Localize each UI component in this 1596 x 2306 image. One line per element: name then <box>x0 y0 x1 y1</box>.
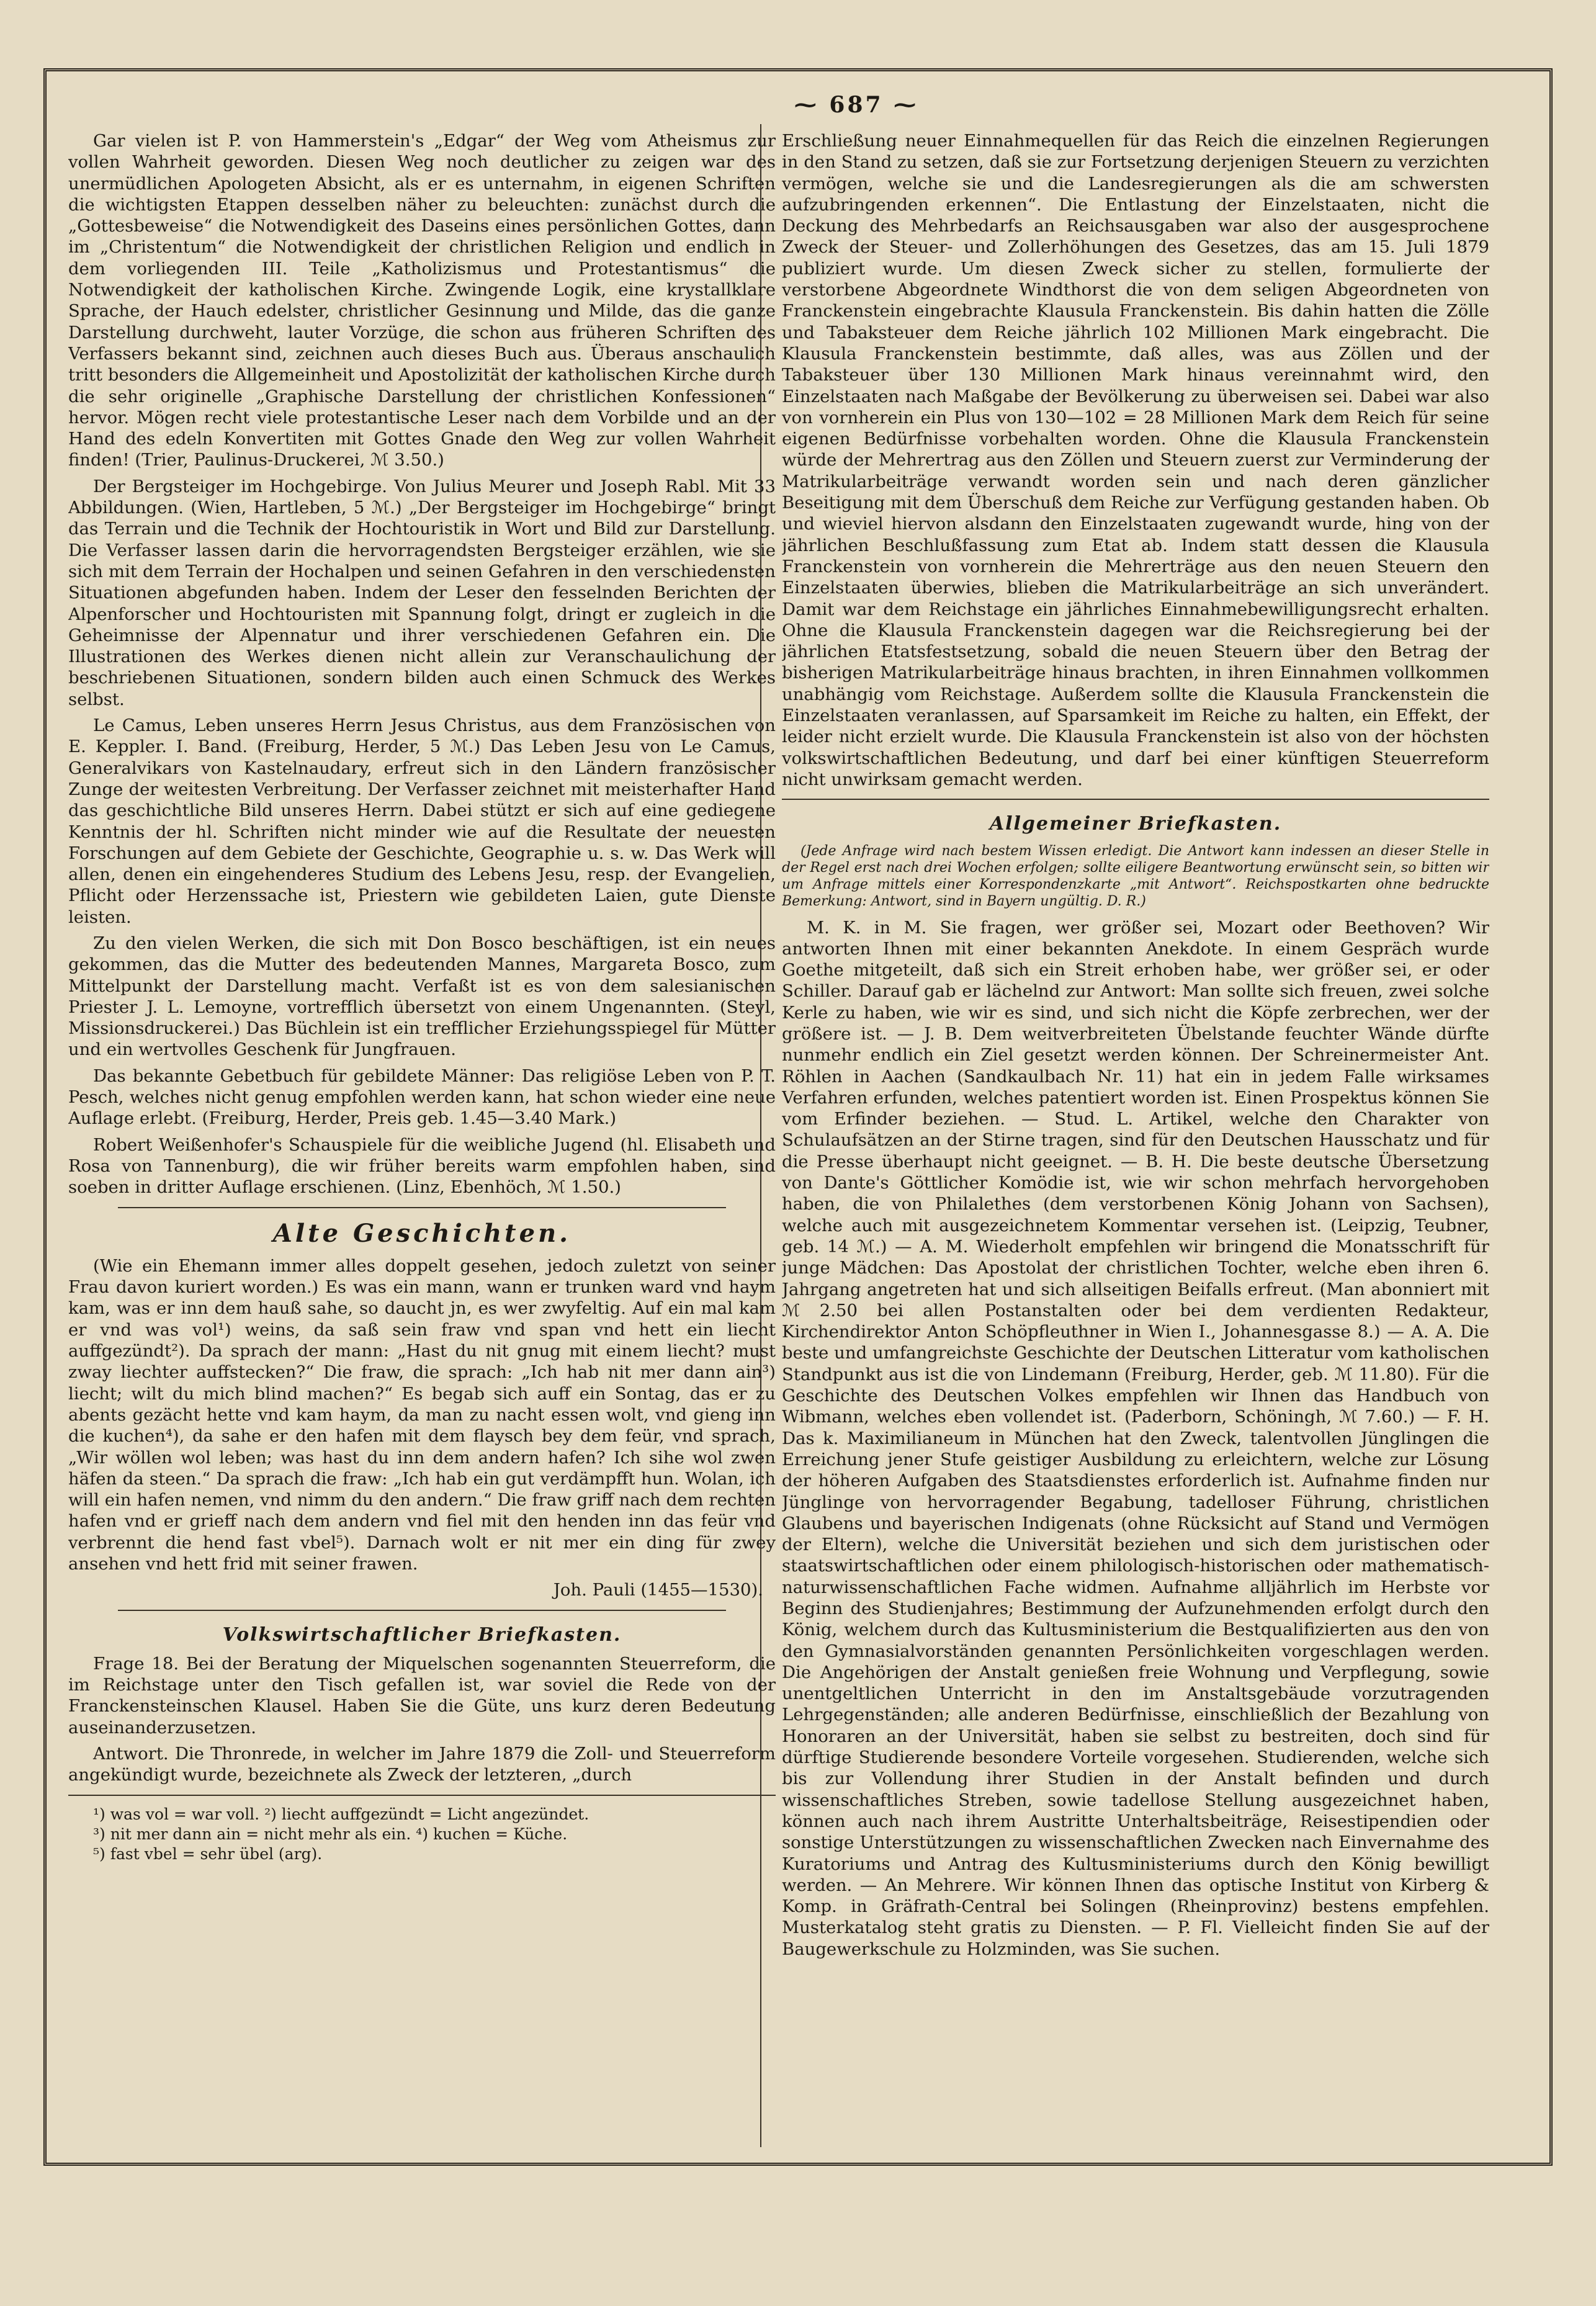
heading-alte-geschichten: Alte Geschichten. <box>272 1218 572 1248</box>
review-don-bosco: Zu den vielen Werken, die sich mit Don Bosco beschäftigen, ist ein neues gekommen, das die Mutter des bedeutenden Mannes, Margareta Bosco, zum Mittelpunkt der Darstellung macht. Verfaßt ist es von dem salesianischen Priester J. L. Lemoyne, vortrefflich übersetzt von einem Ungenannten. (Steyl, Missionsdruckerei.) Das Büchlein ist ein trefflicher Erziehungsspiegel für Mütter und ein wertvolles Geschenk für Jungfrauen. <box>68 933 776 1060</box>
footnote: ³) nit mer dann ain = nicht mehr als ein. ⁴) kuchen = Küche. <box>93 1824 568 1843</box>
review-le-camus: Le Camus, Leben unseres Herrn Jesus Christus, aus dem Französischen von E. Keppler. I. Band. (Freiburg, Herder, 5 ℳ.) Das Leben Jesu von Le Camus, Generalvikars von Kastelnaudary, erfreut sich in den Ländern französischer Zunge der weitesten Verbreitung. Der Verfasser zeichnet mit meisterhafter Hand das geschichtliche Bild unseres Herrn. Dabei stützt er sich auf eine gediegene Kenntnis der hl. Schriften nicht minder wie auf die Resultate der neuesten Forschungen auf dem Gebiete der Geschichte, Geographie u. s. w. Das Werk will allen, denen ein eingehenderes Studium des Lebens Jesu, resp. der Evangelien, Pflicht oder Herzenssache ist, Priestern wie gebildeten Laien, gute Dienste leisten. <box>68 716 776 927</box>
footnote: ¹) was vol = war voll. ²) liecht auffgezündt = Licht angezündet. <box>93 1805 590 1823</box>
review-gebetbuch: Das bekannte Gebetbuch für gebildete Männer: Das religiöse Leben von P. T. Pesch, welches nicht genug empfohlen werden kann, hat schon wieder eine neue Auflage erlebt. (Freiburg, Herder, Preis geb. 1.45—3.40 Mark.) <box>68 1066 776 1129</box>
review-hammerstein: Gar vielen ist P. von Hammerstein's „Edgar“ der Weg vom Atheismus zur vollen Wahrheit geworden. Diesen Weg noch deutlicher zu zeigen war des unermüdlichen Apologeten Absicht, als er es unternahm, in eigenen Schriften die wichtigsten Etappen desselben näher zu beleuchten: zunächst durch die „Gottesbeweise“ die Notwendigkeit des Daseins eines persönlichen Gottes, dann im „Christentum“ die Notwendigkeit der christlichen Religion und endlich in dem vorliegenden III. Teile „Katholizismus und Protestantismus“ die Notwendigkeit der katholischen Kirche. Zwingende Logik, eine krystallklare Sprache, der Hauch edelster, christlicher Gesinnung und Milde, das die ganze Darstellung durchweht, lauter Vorzüge, die schon aus früheren Schriften des Verfassers bekannt sind, zeichnen auch dieses Buch aus. Überaus anschaulich tritt besonders die Allgemeinheit und Apostolizität der katholischen Kirche durch die sehr originelle „Graphische Darstellung der christlichen Konfessionen“ hervor. Mögen recht viele protestantische Leser nach dem Vorbilde und an der Hand des edeln Konvertiten mit Gottes Gnade den Weg zur vollen Wahrheit finden! (Trier, Paulinus-Druckerei, ℳ 3.50.) <box>68 131 776 470</box>
review-weissenhofer: Robert Weißenhofer's Schauspiele für die weibliche Jugend (hl. Elisabeth und Rosa von Tannenburg), die wir früher bereits warm empfohlen haben, sind soeben in dritter Auflage erschienen. (Linz, Ebenhöch, ℳ 1.50.) <box>68 1134 776 1198</box>
editorial-notice: (Jede Anfrage wird nach bestem Wissen erledigt. Die Antwort kann indessen an dieser Stelle in der Regel erst nach drei Wochen erfolgen; sollte eiligere Beantwortung erwünscht sein, so bitten wir um Anfrage mittels einer Korrespondenzkarte „mit Antwort“. Reichspostkarten ohne bedruckte Bemerkung: Antwort, sind in Bayern ungültig. D. R.) <box>782 843 1489 909</box>
section-rule <box>782 799 1489 800</box>
answer-continued: Erschließung neuer Einnahmequellen für das Reich die einzelnen Regierungen in den Stand zu setzen, daß sie zur Fortsetzung derjenigen Steuern zu verzichten vermögen, welche sie und die Landesregierungen als die am schwersten aufzubringenden erkennen“. Die Entlastung der Einzelstaaten, nicht die Deckung des Mehrbedarfs an Reichsausgaben war also der ausgesprochene Zweck der Steuer- und Zollerhöhungen des Gesetzes, das am 15. Juli 1879 publiziert wurde. Um diesen Zweck sicher zu stellen, formulierte der verstorbene Abgeordnete Windthorst die von dem seligen Abgeordneten von Franckenstein eingebrachte Klausula Franckenstein. Bis dahin hatten die Zölle und Tabaksteuer dem Reiche jährlich 102 Millionen Mark eingebracht. Die Klausula Franckenstein bestimmte, daß alles, was aus Zöllen und der Tabaksteuer über 130 Millionen Mark hinaus vereinnahmt wird, den Einzelstaaten nach Maßgabe der Bevölkerung zu überweisen sei. Dabei war also von vornherein ein Plus von 130—102 = 28 Millionen Mark dem Reich für seine eigenen Bedürfnisse vorbehalten worden. Ohne die Klausula Franckenstein würde der Mehrertrag aus den Zöllen und Steuern zuerst zur Verminderung der Matrikularbeiträge verwandt worden sein und nach deren gänzlicher Beseitigung mit dem Überschuß dem Reiche zur Verfügung gestanden haben. Ob und wieviel hiervon alsdann den Einzelstaaten zugewandt wurde, hing von der jährlichen Beschlußfassung zum Etat ab. Indem statt dessen die Klausula Franckenstein von vornherein die Mehrerträge aus den neuen Steuern den Einzelstaaten überwies, blieben die Matrikularbeiträge an sich unverändert. Damit war dem Reichstage ein jährliches Einnahmebewilligungsrecht erhalten. Ohne die Klausula Franckenstein dagegen war die Reichsregierung bei der jährlichen Etatsfestsetzung, sobald die neuen Steuern über den Betrag der bisherigen Matrikularbeiträge hinaus brachten, in ihren Einnahmen vollkommen unabhängig vom Reichstage. Außerdem sollte die Klausula Franckenstein die Einzelstaaten veranlassen, auf Sparsamkeit im Reiche zu halten, ein Effekt, der leider nicht erzielt wurde. Die Klausula Franckenstein ist also von der höchsten volkswirtschaftlichen Bedeutung, und darf bei einer künftigen Steuerreform nicht unwirksam gemacht werden. <box>782 131 1489 789</box>
story-signature: Joh. Pauli (1455—1530). <box>553 1580 763 1600</box>
section-rule <box>118 1207 726 1208</box>
footnote: ⁵) fast vbel = sehr übel (arg). <box>93 1844 323 1863</box>
heading-allgemeiner-briefkasten: Allgemeiner Briefkasten. <box>989 813 1282 835</box>
heading-volkswirtschaftlicher-briefkasten: Volkswirtschaftlicher Briefkasten. <box>222 1623 622 1646</box>
footnote-rule <box>68 1795 776 1796</box>
right-column <box>782 130 1489 2135</box>
footnotes <box>68 1805 776 1864</box>
review-bergsteiger: Der Bergsteiger im Hochgebirge. Von Julius Meurer und Joseph Rabl. Mit 33 Abbildungen. (Wien, Hartleben, 5 ℳ.) „Der Bergsteiger im Hochgebirge“ bringt das Terrain und die Technik der Hochtouristik in Wort und Bild zur Darstellung. Die Verfasser lassen darin die hervorragendsten Bergsteiger erzählen, wie sie sich mit dem Terrain der Hochalpen und seinen Gefahren in den verschiedensten Situationen abgefunden haben. Indem der Leser den fesselnden Berichten der Alpenforscher und Hochtouristen mit Spannung folgt, dringt er zugleich in die Geheimnisse der Alpennatur und ihrer verschiedenen Gefahren ein. Die Illustrationen des Werkes dienen nicht allein zur Veranschaulichung der beschriebenen Situationen, sondern bilden auch einen Schmuck des Werkes selbst. <box>68 476 776 709</box>
page-number: ⁓ 687 ⁓ <box>794 92 919 118</box>
left-column <box>68 130 776 2135</box>
section-rule <box>118 1610 726 1611</box>
question-18: Frage 18. Bei der Beratung der Miquelschen sogenannten Steuerreform, die im Reichstage unter den Tisch gefallen ist, war soviel die Rede von der Franckensteinschen Klausel. Haben Sie die Güte, uns kurz deren Bedeutung auseinanderzusetzen. <box>68 1653 776 1738</box>
answer-start: Antwort. Die Thronrede, in welcher im Jahre 1879 die Zoll- und Steuerreform angekündigt wurde, bezeichnete als Zweck der letzteren, „durch <box>68 1744 776 1785</box>
story-text: (Wie ein Ehemann immer alles doppelt gesehen, jedoch zuletzt von seiner Frau davon kuriert worden.) Es was ein mann, wann er trunken ward vnd haym kam, was er inn dem hauß sahe, so daucht jn, es wer zwyfeltig. Auf ein mal kam er vnd was vol¹) weins, da saß sein fraw vnd span vnd hett ein liecht auffgezündt²). Da sprach der mann: „Hast du nit gnug mit einem liecht? must zway liechter auffstecken?“ Die fraw, die sprach: „Ich hab nit mer dann ain³) liecht; wilt du mich blind machen?“ Es begab sich auff ein Sontag, das er zu abents gezächt hette vnd kam haym, da man zu nacht essen wolt, vnd gieng inn die kuchen⁴), da sahe er den hafen mit dem flaysch bey dem feür, vnd sprach, „Wir wöllen wol leben; was hast du inn dem andern hafen? Ich sihe wol zwen häfen da steen.“ Da sprach die fraw: „Ich hab ein gut verdämpfft hun. Wolan, ich will ein hafen nemen, vnd nimm du den andern.“ Die fraw griff nach dem rechten hafen vnd er grieff nach dem andern vnd fiel mit den henden inn das feür vnd verbrennt die hend fast vbel⁵). Darnach wolt er nit mer ein ding für zwey ansehen vnd hett frid mit seiner frawen. <box>68 1255 776 1574</box>
letters-answers: M. K. in M. Sie fragen, wer größer sei, Mozart oder Beethoven? Wir antworten Ihnen mit einer bekannten Anekdote. In einem Gespräch wurde Goethe mitgeteilt, daß sich ein Streit erhoben habe, wer größer sei, er oder Schiller. Darauf gab er lächelnd zur Antwort: Man sollte sich freuen, zwei solche Kerle zu haben, wie wir es sind, und sich nicht die Köpfe zerbrechen, wer der größere ist. — J. B. Dem weitverbreiteten Übelstande feuchter Wände dürfte nunmehr endlich ein Ziel gesetzt werden können. Der Schreinermeister Ant. Röhlen in Aachen (Sandkaulbach Nr. 11) hat ein in jedem Falle wirksames Verfahren erfunden, welches patentiert worden ist. Einen Prospektus können Sie vom Erfinder beziehen. — Stud. L. Artikel, welche den Charakter von Schulaufsätzen an der Stirne tragen, sind für den Deutschen Hausschatz und für die Presse überhaupt nicht geeignet. — B. H. Die beste deutsche Übersetzung von Dante's Göttlicher Komödie ist, wie wir schon mehrfach hervorgehoben haben, die von Philalethes (dem verstorbenen König Johann von Sachsen), welche auch mit ausgezeichnetem Kommentar versehen ist. (Leipzig, Teubner, geb. 14 ℳ.) — A. M. Wiederholt empfehlen wir bringend die Monatsschrift für junge Mädchen: Das Apostolat der christlichen Tochter, welche eben ihren 6. Jahrgang angetreten hat und sich allseitigen Beifalls erfreut. (Man abonniert mit ℳ 2.50 bei allen Postanstalten oder bei dem verdienten Redakteur, Kirchendirektor Anton Schöpfleuthner in Wien I., Johannesgasse 8.) — A. A. Die beste und umfangreichste Geschichte der Deutschen Litteratur vom katholischen Standpunkt aus ist die von Lindemann (Freiburg, Herder, geb. ℳ 11.80). Für die Geschichte des Deutschen Volkes empfehlen wir Ihnen das Handbuch von Wibmann, welches eben vollendet ist. (Paderborn, Schöningh, ℳ 7.60.) — F. H. Das k. Maximilianeum in München hat den Zweck, talentvollen Jünglingen die Erreichung jener Stufe geistiger Ausbildung zu erleichtern, welche zur Lösung der höheren Aufgaben des Staatsdienstes erforderlich ist. Aufnahme finden nur Jünglinge von hervorragender Begabung, tadelloser Führung, christlichen Glaubens und bayerischen Indigenats (ohne Rücksicht auf Stand und Vermögen der Eltern), welche die Universität beziehen und sich dem juristischen oder staatswirtschaftlichen oder einem philologisch-historischen oder mathematisch-naturwissenschaftlichen Fache widmen. Aufnahme alljährlich im Herbste vor Beginn des Studienjahres; Bestimmung der Aufzunehmenden erfolgt durch den König, welchem durch das Kultusministerium die Bestqualifizierten aus den von den Gymnasialvorständen genannten Persönlichkeiten vorgeschlagen werden. Die Angehörigen der Anstalt genießen freie Wohnung und Verpflegung, sowie unentgeltlichen Unterricht in den im Anstaltsgebäude vorzutragenden Lehrgegenständen; alle anderen Bedürfnisse, einschließlich der Bezahlung von Honoraren an der Universität, haben sie selbst zu bestreiten, doch sind für dürftige Studierende besondere Vorteile vorgesehen. Studierenden, welche sich bis zur Vollendung ihrer Studien in der Anstalt befinden und durch wissenschaftliches Streben, sowie tadellose Stellung ausgezeichnet haben, können auch nach ihrem Austritte Unterhaltsbeiträge, Reisestipendien oder sonstige Unterstützungen zu wissenschaftlichen Zwecken nach Einvernahme des Kuratoriums und Antrag des Kultusministeriums durch den König bewilligt werden. — An Mehrere. Wir können Ihnen das optische Institut von Kirberg & Komp. in Gräfrath-Central bei Solingen (Rheinprovinz) bestens empfehlen. Musterkatalog steht gratis zu Diensten. — P. Fl. Vielleicht finden Sie auf der Baugewerkschule zu Holzminden, was Sie suchen. <box>782 917 1489 1959</box>
